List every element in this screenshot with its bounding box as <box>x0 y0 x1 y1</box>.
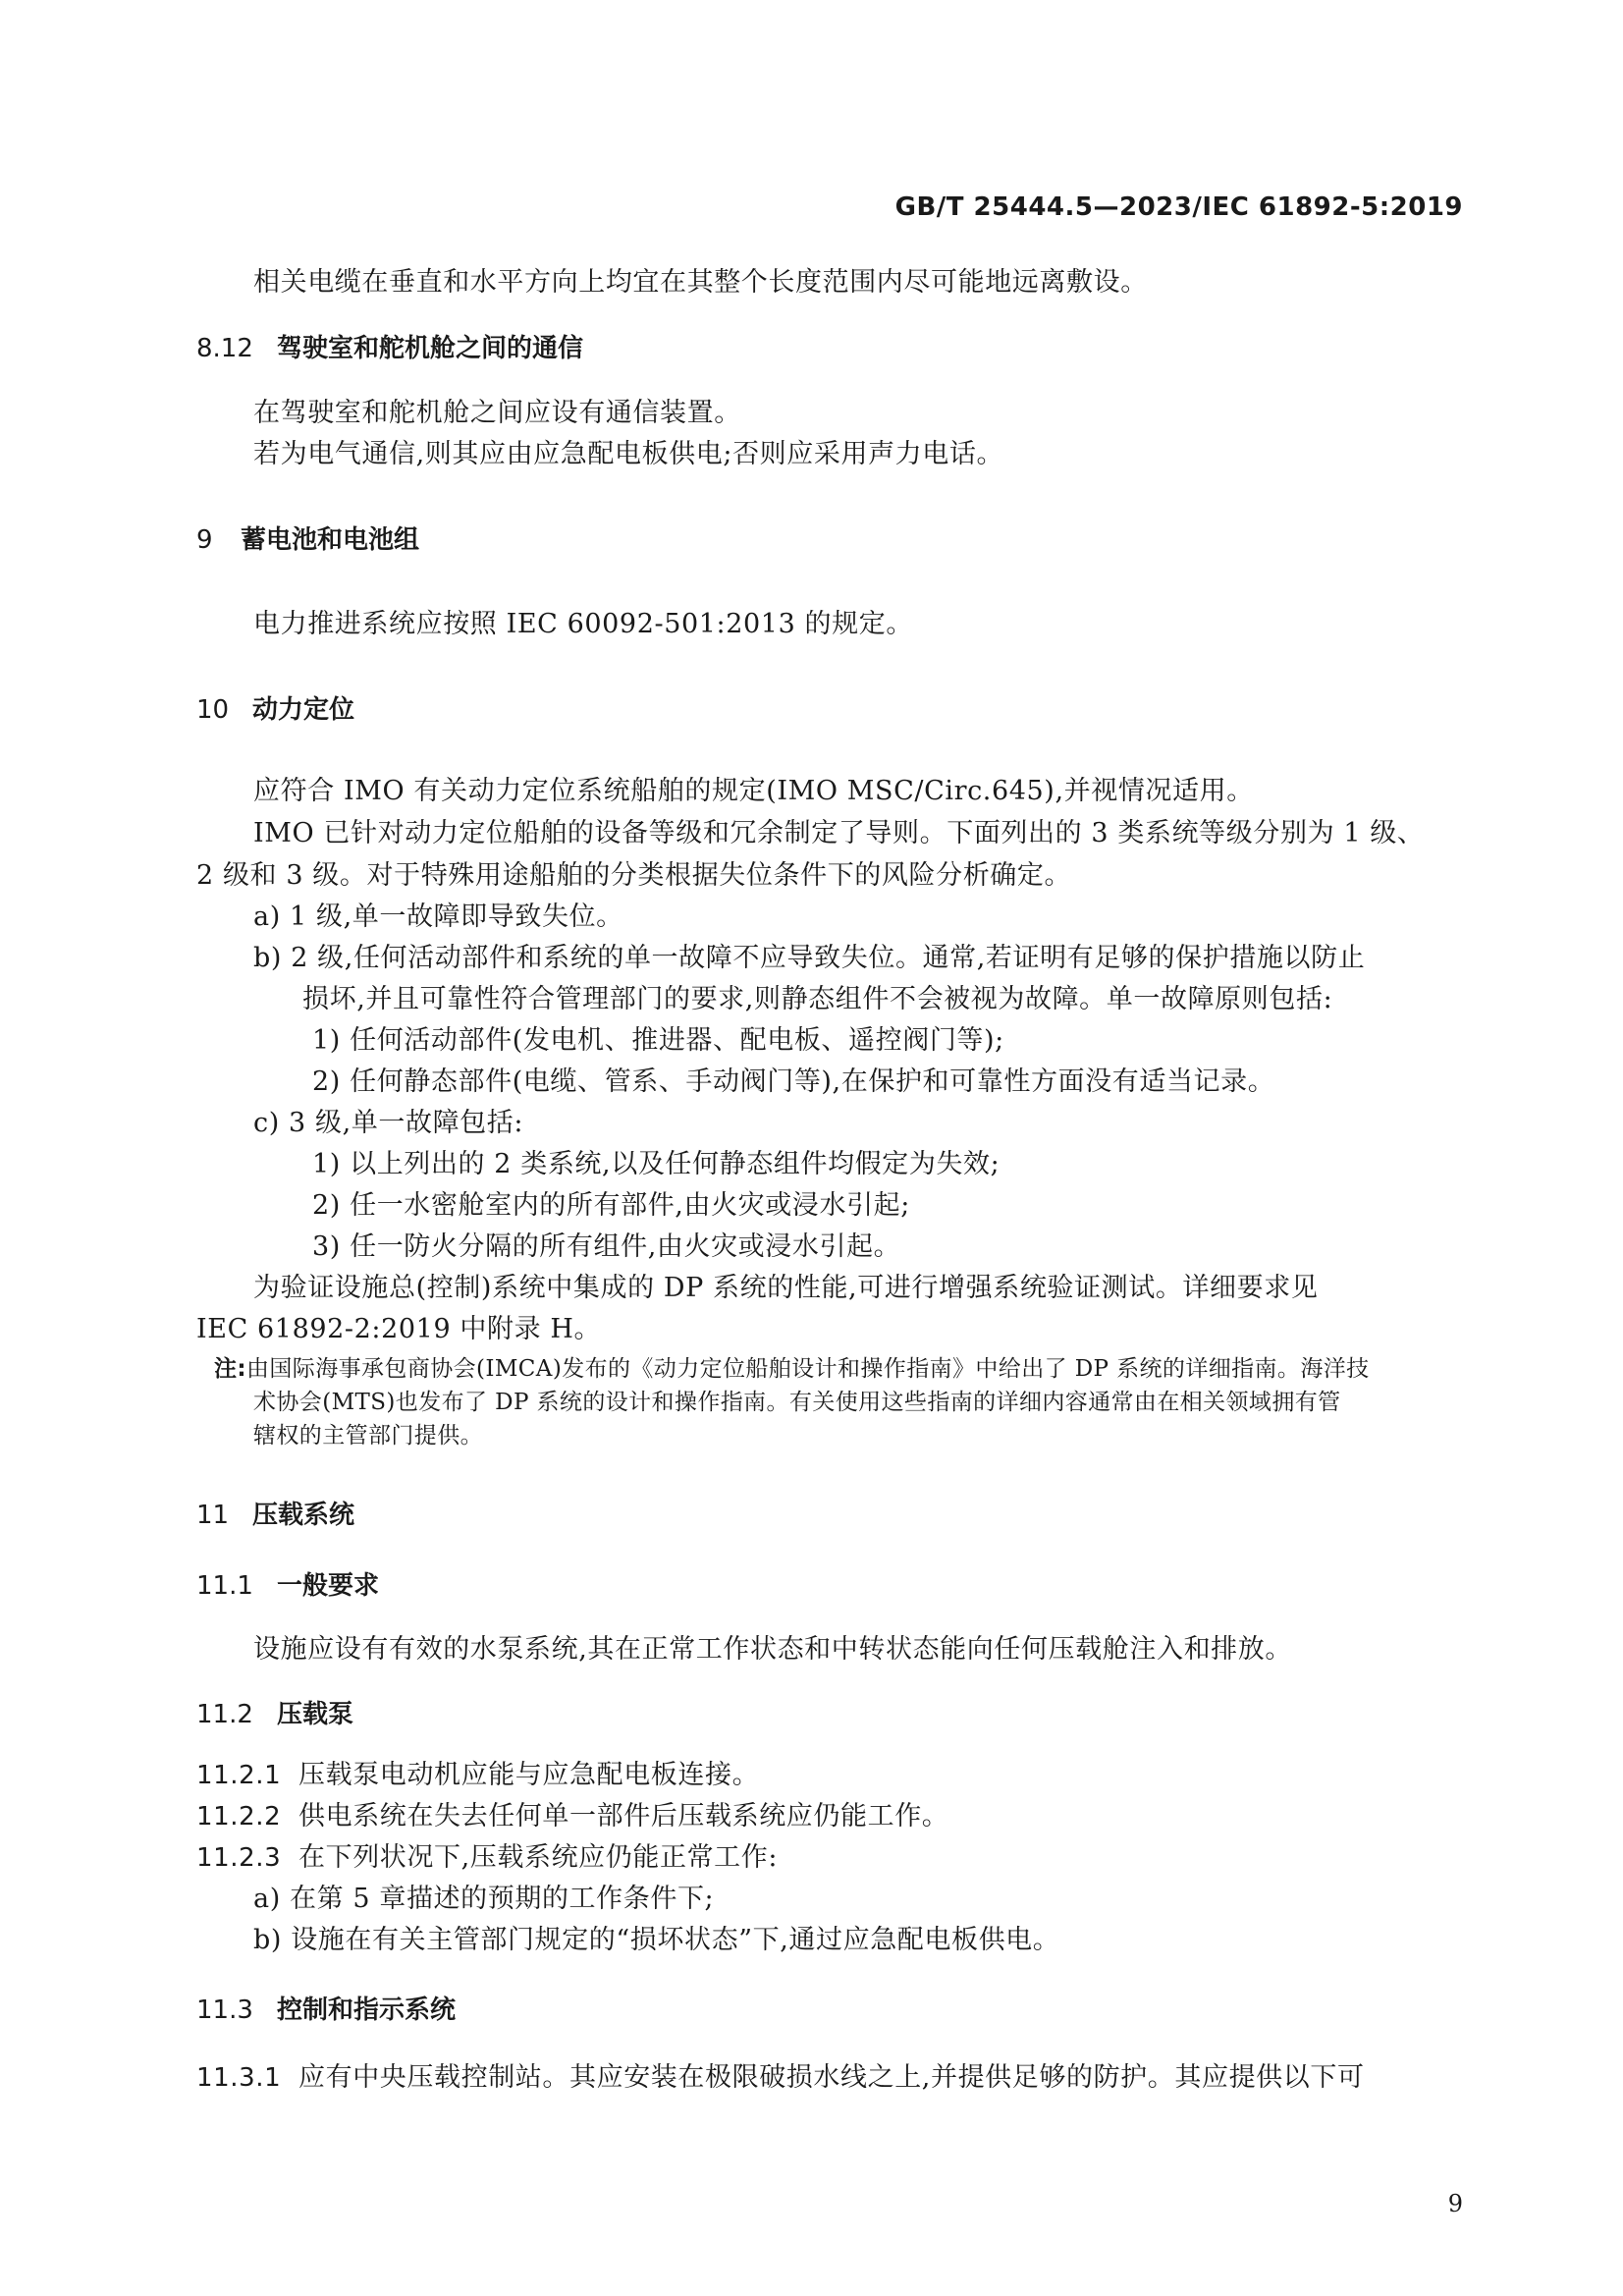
clause-text: 压载泵电动机应能与应急配电板连接。 <box>298 1760 760 1790</box>
clause-number: 11.3.1 <box>196 2063 282 2093</box>
section-title: 压载泵 <box>277 1700 354 1729</box>
section-number: 11.2 <box>196 1700 253 1729</box>
section-heading-11-3 <box>196 1995 456 2026</box>
clause-text: 供电系统在失去任何单一部件后压载系统应仍能工作。 <box>298 1801 949 1831</box>
clause-11-2-3 <box>196 1842 778 1874</box>
paragraph-line: 设施应设有有效的水泵系统,其在正常工作状态和中转状态能向任何压载舱注入和排放。 <box>253 1634 1292 1665</box>
section-heading-8-12 <box>196 334 583 364</box>
document-header-id: GB/T 25444.5—2023/IEC 61892-5:2019 <box>894 192 1463 222</box>
section-number: 11.3 <box>196 1995 253 2025</box>
list-item-c: c) 3 级,单一故障包括: <box>253 1108 524 1138</box>
section-number: 9 <box>196 525 213 555</box>
page-number: 9 <box>1447 2190 1463 2217</box>
paragraph-line: 若为电气通信,则其应由应急配电板供电;否则应采用声力电话。 <box>253 439 1004 469</box>
section-title: 控制和指示系统 <box>277 1995 457 2025</box>
paragraph-line: 应符合 IMO 有关动力定位系统船舶的规定(IMO MSC/Circ.645),并视情况适用。 <box>253 776 1254 806</box>
clause-text: 应有中央压载控制站。其应安装在极限破损水线之上,并提供足够的防护。其应提供以下可 <box>298 2062 1365 2093</box>
section-number: 8.12 <box>196 334 253 363</box>
sub-list-item: 2) 任一水密舱室内的所有部件,由火灾或浸水引起; <box>312 1190 910 1221</box>
paragraph-line: 为验证设施总(控制)系统中集成的 DP 系统的性能,可进行增强系统验证测试。详细要求见 <box>253 1273 1319 1303</box>
sub-list-item: 1) 以上列出的 2 类系统,以及任何静态组件均假定为失效; <box>312 1149 1001 1179</box>
paragraph-line: IEC 61892-2:2019 中附录 H。 <box>196 1314 602 1344</box>
clause-text: 在下列状况下,压载系统应仍能正常工作: <box>298 1842 779 1873</box>
section-heading-9 <box>196 525 419 556</box>
paragraph-line: IMO 已针对动力定位船舶的设备等级和冗余制定了导则。下面列出的 3 类系统等级分别为 1 级、 <box>253 818 1425 848</box>
note-line-2: 术协会(MTS)也发布了 DP 系统的设计和操作指南。有关使用这些指南的详细内容通常由在相关领域拥有管 <box>253 1390 1341 1415</box>
paragraph-line: 电力推进系统应按照 IEC 60092-501:2013 的规定。 <box>253 609 913 639</box>
section-title: 蓄电池和电池组 <box>241 525 420 555</box>
list-item-b: b) 设施在有关主管部门规定的“损坏状态”下,通过应急配电板供电。 <box>253 1925 1060 1955</box>
clause-11-3-1 <box>196 2062 1365 2094</box>
paragraph-line: 2 级和 3 级。对于特殊用途船舶的分类根据失位条件下的风险分析确定。 <box>196 860 1072 891</box>
section-heading-11-2 <box>196 1700 353 1730</box>
paragraph-line: 在驾驶室和舵机舱之间应设有通信装置。 <box>253 398 741 428</box>
sub-list-item: 2) 任何静态部件(电缆、管系、手动阀门等),在保护和可靠性方面没有适当记录。 <box>312 1066 1275 1097</box>
list-item-a: a) 1 级,单一故障即导致失位。 <box>253 902 623 932</box>
section-heading-10 <box>196 695 354 726</box>
section-title: 驾驶室和舵机舱之间的通信 <box>277 334 584 363</box>
clause-11-2-1 <box>196 1760 759 1791</box>
note-text: 由国际海事承包商协会(IMCA)发布的《动力定位船舶设计和操作指南》中给出了 DP 系统的详细指南。海洋技 <box>246 1356 1370 1382</box>
section-title: 动力定位 <box>252 695 355 725</box>
clause-number: 11.2.1 <box>196 1761 282 1790</box>
section-number: 10 <box>196 695 230 725</box>
paragraph-line: 相关电缆在垂直和水平方向上均宜在其整个长度范围内尽可能地远离敷设。 <box>253 267 1148 298</box>
section-title: 压载系统 <box>252 1501 355 1530</box>
clause-11-2-2 <box>196 1801 948 1832</box>
clause-number: 11.2.3 <box>196 1843 282 1873</box>
clause-number: 11.2.2 <box>196 1802 282 1831</box>
section-number: 11 <box>196 1501 230 1530</box>
list-item-b: b) 2 级,任何活动部件和系统的单一故障不应导致失位。通常,若证明有足够的保护措施以防止 <box>253 943 1366 973</box>
section-number: 11.1 <box>196 1571 253 1601</box>
section-heading-11-1 <box>196 1571 379 1602</box>
section-title: 一般要求 <box>277 1571 380 1601</box>
list-item-b-continuation: 损坏,并且可靠性符合管理部门的要求,则静态组件不会被视为故障。单一故障原则包括: <box>302 984 1333 1014</box>
note-line-3: 辖权的主管部门提供。 <box>253 1423 483 1449</box>
sub-list-item: 1) 任何活动部件(发电机、推进器、配电板、遥控阀门等); <box>312 1025 1004 1056</box>
note-line-1 <box>214 1356 1370 1384</box>
note-label: 注: <box>214 1356 246 1382</box>
section-heading-11 <box>196 1501 354 1531</box>
list-item-a: a) 在第 5 章描述的预期的工作条件下; <box>253 1884 715 1914</box>
sub-list-item: 3) 任一防火分隔的所有组件,由火灾或浸水引起。 <box>312 1231 901 1262</box>
